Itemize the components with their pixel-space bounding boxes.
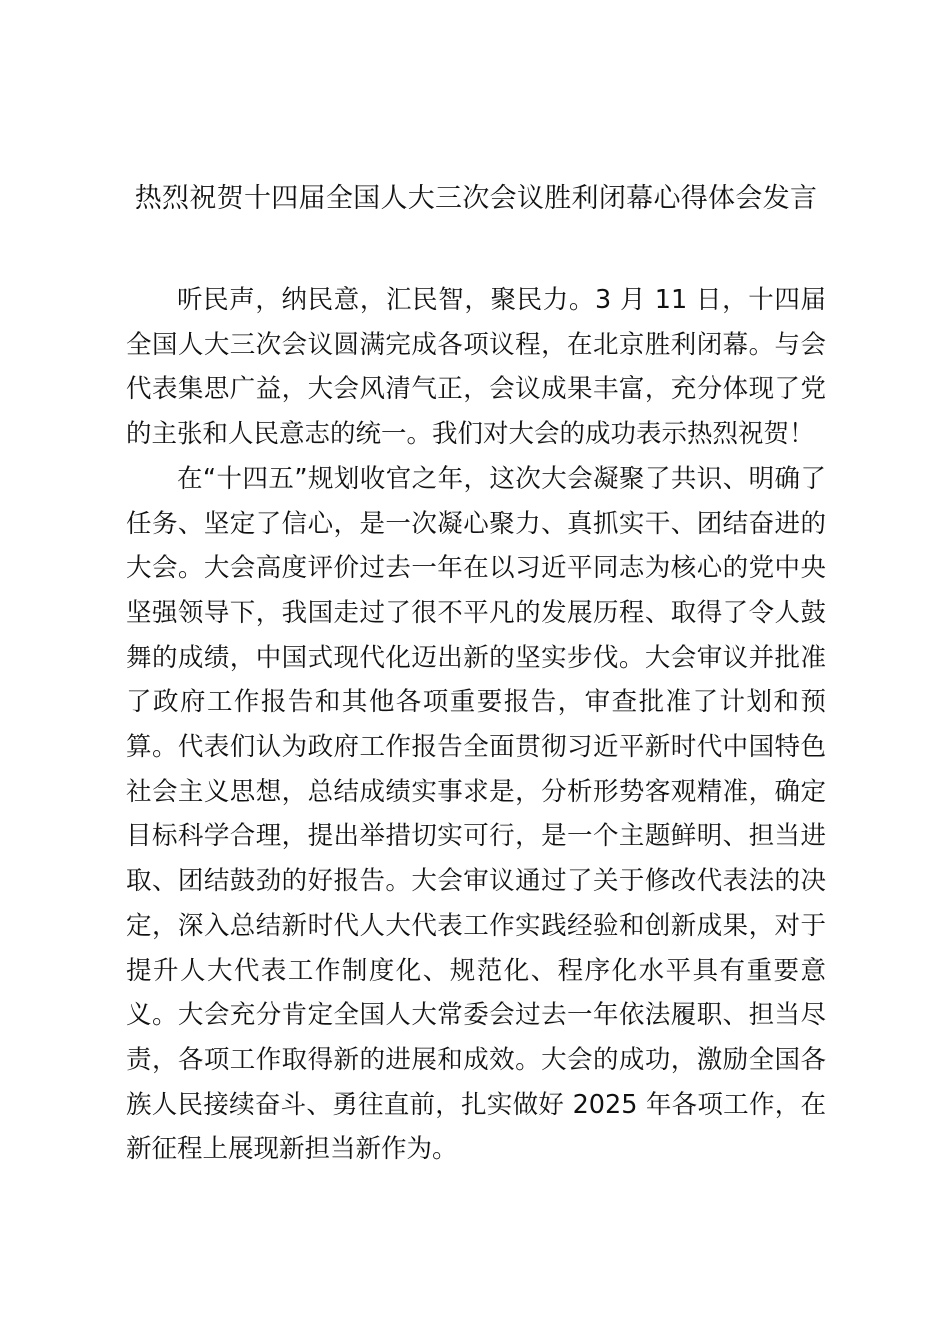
document-title: 热烈祝贺十四届全国人大三次会议胜利闭幕心得体会发言: [134, 183, 818, 214]
paragraph-2: 在“十四五”规划收官之年，这次大会凝聚了共识、明确了任务、坚定了信心，是一次凝心聚力、真抓实干、团结奋进的大会。大会高度评价过去一年在以习近平同志为核心的党中央坚强领导下，我国走过了很不平凡的发展历程、取得了令人鼓舞的成绩，中国式现代化迈出新的坚实步伐。大会审议并批准了政府工作报告和其他各项重要报告，审查批准了计划和预算。代表们认为政府工作报告全面贯彻习近平新时代中国特色社会主义思想，总结成绩实事求是，分析形势客观精准，确定目标科学合理，提出举措切实可行，是一个主题鲜明、担当进取、团结鼓劲的好报告。大会审议通过了关于修改代表法的决定，深入总结新时代人大代表工作实践经验和创新成果，对于提升人大代表工作制度化、规范化、程序化水平具有重要意义。大会充分肯定全国人大常委会过去一年依法履职、担当尽责，各项工作取得新的进展和成效。大会的成功，激励全国各族人民接续奋斗、勇往直前，扎实做好 2025 年各项工作，在新征程上展现新担当新作为。: [126, 463, 826, 1165]
paragraph-1: 听民声，纳民意，汇民智，聚民力。3 月 11 日，十四届全国人大三次会议圆满完成各项议程，在北京胜利闭幕。与会代表集思广益，大会风清气正，会议成果丰富，充分体现了党的主张和人民意志的统一。我们对大会的成功表示热烈祝贺！: [126, 285, 826, 450]
document-body: [126, 278, 826, 1172]
